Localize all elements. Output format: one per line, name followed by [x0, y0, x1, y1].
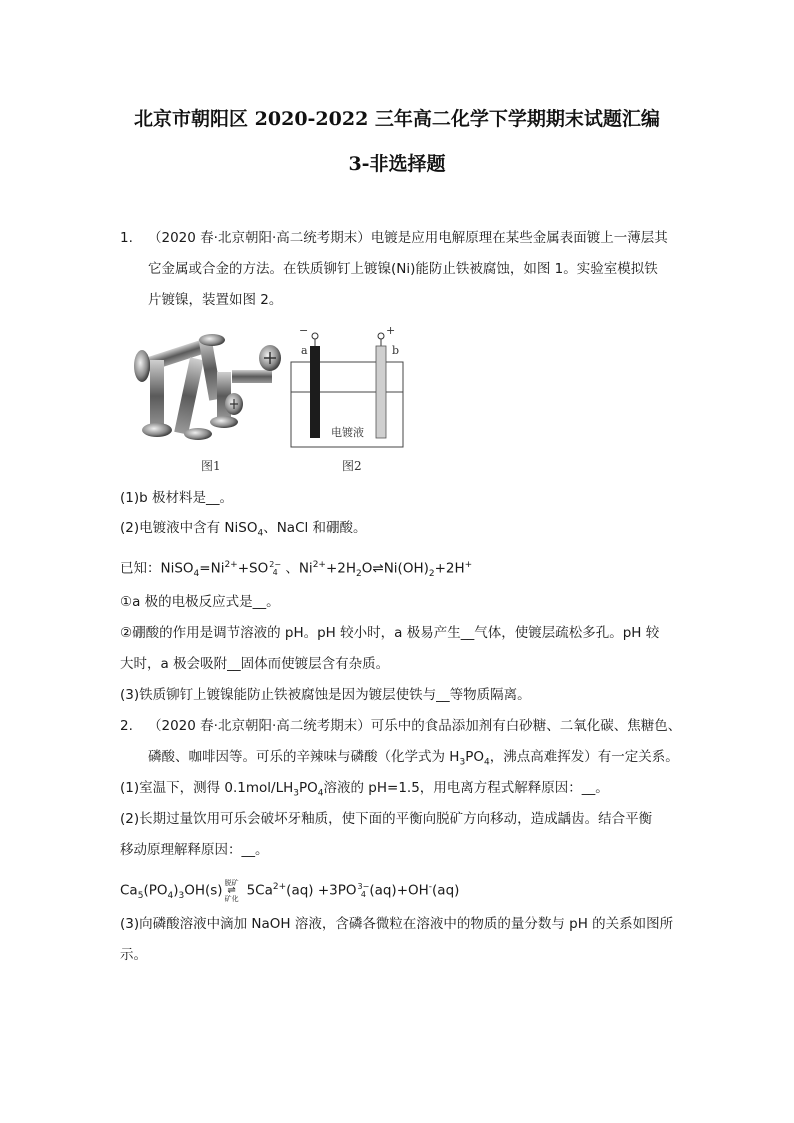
q2-part3-line1: (3)向磷酸溶液中滴加 NaOH 溶液，含磷各微粒在溶液中的物质的量分数与 pH 的关系如图所	[120, 916, 674, 932]
fig2-plus-label: +	[386, 324, 396, 337]
q1-part1: (1)b 极材料是__。	[120, 490, 233, 506]
fig2-electrode-b-label: b	[392, 344, 400, 357]
fig2-solution-label: 电镀液	[331, 426, 364, 439]
q1-subpart2-line2: 大时，a 极会吸附__固体而使镀层含有杂质。	[120, 656, 390, 672]
fig1-caption: 图1	[201, 459, 221, 473]
rivet-6	[225, 345, 281, 415]
q1-stem-line2: 它金属或合金的方法。在铁质铆钉上镀镍(Ni)能防止铁被腐蚀，如图 1。实验室模拟铁	[148, 261, 658, 277]
q1-known-equations: 已知：$NiSO_4=Ni^{2+}+SO$ 2− 4 、$Ni^{2+}+2H_2O\rightleftharpoons Ni(OH)_2+2H^+$	[120, 559, 473, 580]
q1-stem-line3: 片镀镍，装置如图 2。	[148, 292, 283, 308]
terminal-b	[378, 333, 384, 339]
q1-part3: (3)铁质铆钉上镀镍能防止铁被腐蚀是因为镀层使铁与__等物质隔离。	[120, 687, 531, 703]
q1-number: 1.	[120, 230, 133, 246]
electrode-a	[310, 346, 320, 438]
q1-subpart1: ①a 极的电极反应式是__。	[120, 594, 280, 610]
q1-part2: (2)电镀液中含有 NiSO$_4$、NaCl 和硼酸。	[120, 520, 367, 539]
q1-subpart2-line1: ②硼酸的作用是调节溶液的 pH。pH 较小时，a 极易产生__气体，使镀层疏松多孔。pH 较	[120, 625, 660, 641]
q2-part2-line2: 移动原理解释原因：__。	[120, 842, 269, 858]
terminal-a	[312, 333, 318, 339]
q2-part2-line1: (2)长期过量饮用可乐会破坏牙釉质，使下面的平衡向脱矿方向移动，造成龋齿。结合平衡	[120, 811, 653, 827]
electrode-b	[376, 346, 386, 438]
rivets-figure	[122, 330, 284, 442]
q2-part3-line2: 示。	[120, 947, 147, 963]
fig2-minus-label: −	[299, 324, 309, 337]
q2-number: 2.	[120, 718, 133, 734]
q2-part1: (1)室温下，测得 $0.1mol/LH_3PO_4$溶液的 pH=1.5，用电离方程式解释原因：__。	[120, 780, 609, 799]
fig2-electrode-a-label: a	[301, 344, 308, 357]
q1-stem-line1: （2020 春·北京朝阳·高二统考期末）电镀是应用电解原理在某些金属表面镀上一薄层其	[148, 230, 668, 246]
document-title: 北京市朝阳区 2020-2022 三年高二化学下学期期末试题汇编	[134, 108, 660, 130]
reversible-arrow: 脱矿 ⇌ 矿化	[224, 878, 239, 903]
fig2-caption: 图2	[342, 459, 362, 473]
document-subtitle: 3-非选择题	[348, 153, 446, 175]
q2-equilibrium-equation: $Ca_5(PO_4)_3OH(s)$ 脱矿 ⇌ 矿化 $5Ca^{2+}(aq) +3PO$ 3− 4 (aq)+OH-(aq)	[120, 878, 460, 903]
q2-stem-line1: （2020 春·北京朝阳·高二统考期末）可乐中的食品添加剂有白砂糖、二氧化碳、焦糖色、	[148, 718, 682, 734]
q2-stem-line2: 磷酸、咖啡因等。可乐的辛辣味与磷酸（化学式为 $H_3PO_4$，沸点高难挥发）有一定关系。	[148, 749, 679, 768]
